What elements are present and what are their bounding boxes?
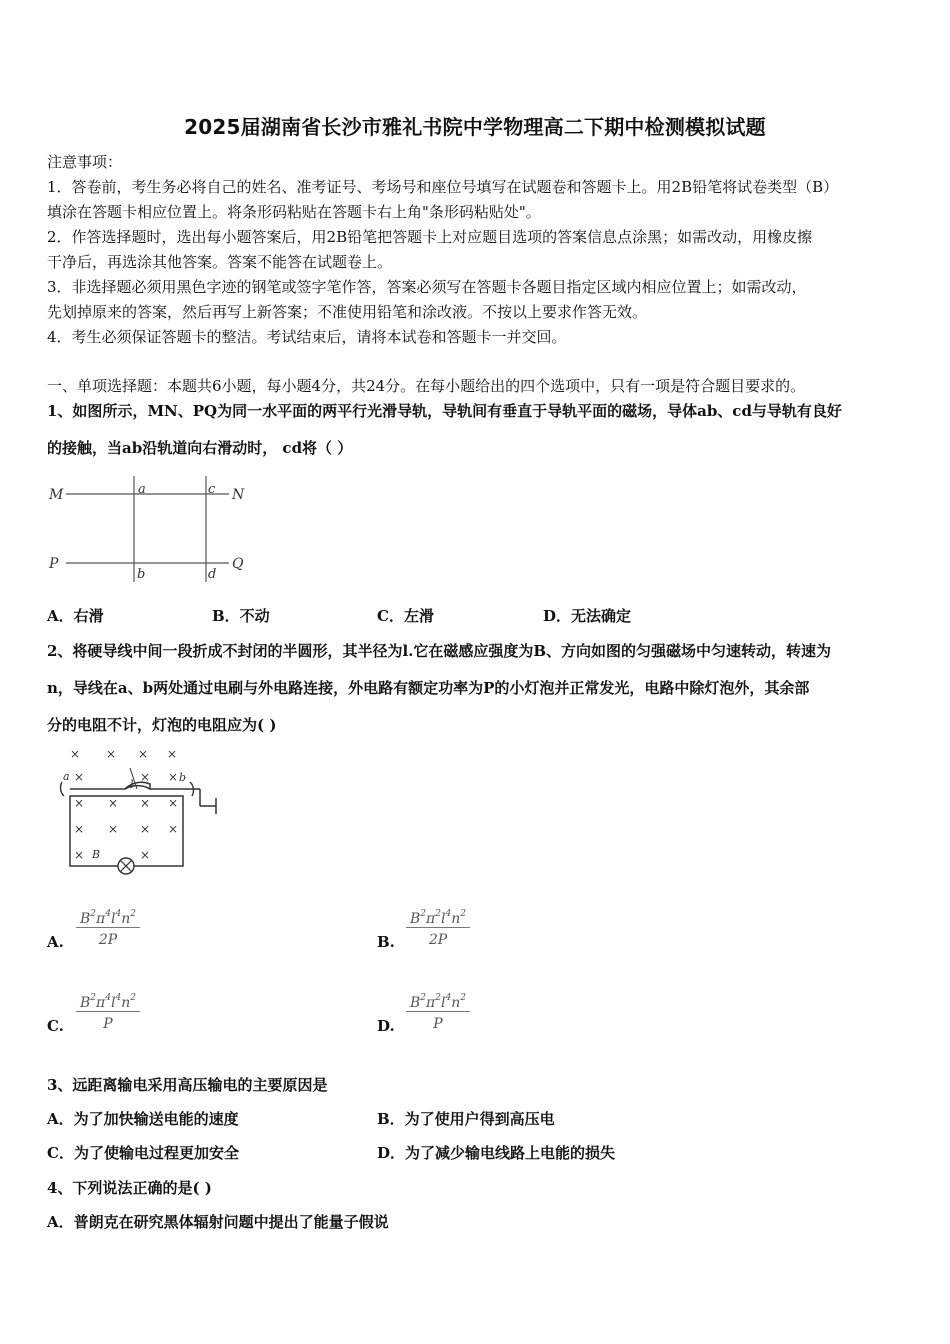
svg-text:×: × [140, 822, 151, 836]
q2-option-c-denominator: P [103, 1016, 113, 1032]
notice-line: 填涂在答题卡相应位置上。将条形码粘贴在答题卡右上角"条形码粘贴处"。 [47, 203, 541, 221]
q2-circuit-diagram [50, 744, 225, 879]
svg-text:×: × [106, 747, 117, 761]
label-a: a [138, 482, 146, 497]
q1-option-b: B．不动 [212, 607, 270, 625]
svg-text:×: × [70, 747, 81, 761]
q4-option-a: A．普朗克在研究黑体辐射问题中提出了能量子假说 [47, 1213, 389, 1231]
q3-stem: 3、远距离输电采用高压输电的主要原因是 [47, 1076, 328, 1094]
svg-text:×: × [138, 747, 149, 761]
svg-text:×: × [167, 747, 178, 761]
svg-text:×: × [108, 796, 119, 810]
label-N: N [232, 487, 245, 503]
q2-option-d-label: D. [377, 1017, 395, 1035]
svg-text:×: × [168, 770, 179, 784]
section-heading: 一、单项选择题：本题共6小题，每小题4分，共24分。在每小题给出的四个选项中，只有一项是符合题目要求的。 [47, 377, 806, 395]
label-P: P [49, 556, 59, 572]
q2-option-b-formula: $\frac{B^2\pi^2l^4n^2}{2P}$ [406, 909, 470, 948]
label-B: B [92, 848, 101, 861]
label-Q: Q [232, 556, 244, 572]
q2-option-a-label: A. [47, 933, 64, 951]
q2-option-b-denominator: 2P [428, 932, 448, 948]
notice-line: 先划掉原来的答案，然后再写上新答案；不准使用铅笔和涂改液。不按以上要求作答无效。 [47, 303, 648, 321]
q2-option-a-formula: $\frac{B^2\pi^4l^4n^2}{2P}$ [76, 909, 140, 948]
q3-option-a: A．为了加快输送电能的速度 [47, 1110, 239, 1128]
notice-line: 干净后，再选涂其他答案。答案不能答在试题卷上。 [47, 253, 393, 271]
label-a: a [63, 770, 70, 783]
q3-option-b: B．为了使用户得到高压电 [377, 1110, 555, 1128]
svg-text:×: × [74, 848, 85, 862]
notice-line: 3．非选择题必须用黑色字迹的钢笔或签字笔作答，答案必须写在答题卡各题目指定区域内相应位置上；如需改动， [47, 278, 807, 296]
q2-option-d-denominator: P [433, 1016, 443, 1032]
svg-text:×: × [140, 796, 151, 810]
notice-heading: 注意事项： [47, 153, 123, 171]
label-c: c [208, 482, 216, 497]
q1-stem-line1: 1、如图所示，MN、PQ为同一水平面的两平行光滑导轨，导轨间有垂直于导轨平面的磁场，导体ab、cd与导轨有良好 [47, 402, 842, 420]
q2-option-c-label: C. [47, 1017, 64, 1035]
svg-text:×: × [168, 822, 179, 836]
notice-line: 1．答卷前，考生务必将自己的姓名、准考证号、考场号和座位号填写在试题卷和答题卡上。用2B铅笔将试卷类型（B） [47, 178, 839, 196]
q4-stem: 4、下列说法正确的是( ) [47, 1179, 212, 1197]
page-title: 2025届湖南省长沙市雅礼书院中学物理高二下期中检测模拟试题 [184, 115, 766, 139]
q2-option-b-label: B. [377, 933, 395, 951]
q3-option-c: C．为了使输电过程更加安全 [47, 1144, 239, 1162]
q2-option-d-formula: $\frac{B^2\pi^2l^4n^2}{P}$ [406, 993, 470, 1032]
notice-line: 2．作答选择题时，选出每小题答案后，用2B铅笔把答题卡上对应题目选项的答案信息点涂黑；如需改动，用橡皮擦 [47, 228, 813, 246]
label-l: l [130, 778, 134, 791]
q1-option-d: D．无法确定 [543, 607, 632, 625]
svg-text:×: × [74, 796, 85, 810]
label-d: d [208, 567, 217, 582]
svg-text:×: × [74, 822, 85, 836]
q1-rail-diagram [44, 474, 254, 589]
q1-option-c: C．左滑 [377, 607, 434, 625]
q2-stem-line2: n，导线在a、b两处通过电刷与外电路连接，外电路有额定功率为P的小灯泡并正常发光，电路中除灯泡外，其余部 [47, 679, 810, 697]
q2-stem-line3: 分的电阻不计，灯泡的电阻应为( ) [47, 716, 277, 734]
svg-text:×: × [108, 822, 119, 836]
svg-text:×: × [140, 848, 151, 862]
label-M: M [49, 487, 64, 503]
q1-option-a: A．右滑 [47, 607, 104, 625]
notice-line: 4．考生必须保证答题卡的整洁。考试结束后，请将本试卷和答题卡一并交回。 [47, 328, 567, 346]
q2-option-a-denominator: 2P [98, 932, 118, 948]
q1-stem-line2: 的接触，当ab沿轨道向右滑动时， cd将（ ） [47, 439, 353, 457]
label-b: b [137, 567, 146, 582]
q3-option-d: D．为了减少输电线路上电能的损失 [377, 1144, 616, 1162]
svg-text:×: × [140, 770, 151, 784]
svg-text:×: × [74, 770, 85, 784]
label-b: b [179, 771, 187, 784]
q2-option-c-formula: $\frac{B^2\pi^4l^4n^2}{P}$ [76, 993, 140, 1032]
q2-stem-line1: 2、将硬导线中间一段折成不封闭的半圆形，其半径为l.它在磁感应强度为B、方向如图的匀强磁场中匀速转动，转速为 [47, 642, 832, 660]
svg-text:×: × [168, 796, 179, 810]
